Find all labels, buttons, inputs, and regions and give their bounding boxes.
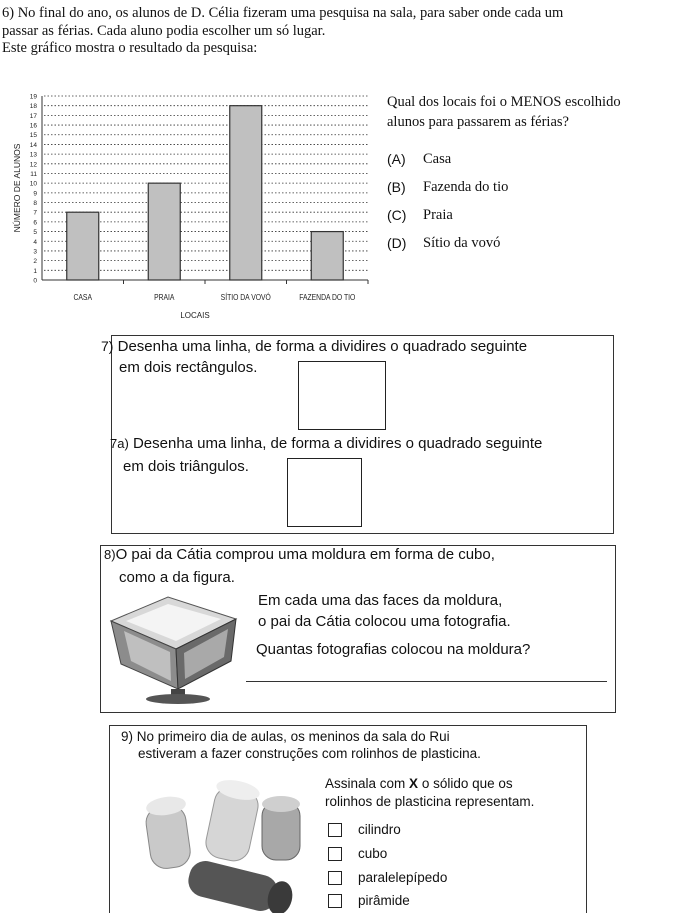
y-tick-label: 18 (29, 103, 37, 111)
q7a-text: Desenha uma linha, de forma a dividires o quadrado seguinte (132, 435, 543, 452)
bar-praia (148, 183, 180, 280)
option-text: Fazenda do tio (423, 179, 509, 195)
y-tick-label: 14 (29, 141, 37, 149)
x-tick-label: PRAIA (154, 292, 175, 303)
option-d[interactable] (387, 235, 501, 253)
option-text: Praia (423, 207, 453, 223)
y-tick-label: 17 (29, 112, 37, 120)
checkbox-cubo[interactable] (328, 847, 342, 861)
instr-text: o sólido que os (418, 776, 513, 791)
q8-line1 (104, 546, 495, 563)
cube-frame-image (106, 589, 241, 707)
q7-square[interactable] (298, 361, 386, 430)
q8-text: O pai da Cátia comprou uma moldura em forma de cubo, (115, 546, 495, 563)
option-letter: (D) (387, 235, 407, 251)
q7-number: 7) (101, 338, 114, 354)
instr-text: Assinala com (325, 776, 410, 791)
bar-chart (0, 80, 380, 325)
checkbox-piramide[interactable] (328, 894, 342, 908)
y-tick-label: 9 (33, 190, 37, 198)
q6-intro-line1: 6) No final do ano, os alunos de D. Célia fizeram uma pesquisa na sala, para saber onde cada um (2, 5, 564, 21)
q7-box (101, 335, 614, 534)
bar-fazenda-do-tio (311, 232, 343, 280)
y-tick-label: 4 (33, 238, 37, 246)
choice-label: paralelepípedo (358, 870, 448, 885)
q9-line1: 9) No primeiro dia de aulas, os meninos da sala do Rui (121, 729, 450, 744)
q9-box (109, 725, 587, 913)
q6-intro-line2: passar as férias. Cada aluno podia escolher um só lugar. (2, 23, 326, 39)
q7a-number: 7a) (110, 436, 129, 451)
option-c[interactable] (387, 207, 453, 225)
x-axis-title: LOCAIS (180, 311, 210, 320)
q9-instruction-line1 (325, 776, 513, 791)
q7-line2: em dois rectângulos. (119, 359, 258, 376)
q7a-line2: em dois triângulos. (123, 458, 249, 475)
checkbox-paralelepipedo[interactable] (328, 871, 342, 885)
q7-text: Desenha uma linha, de forma a dividires o quadrado seguinte (117, 338, 528, 355)
y-tick-label: 0 (33, 277, 37, 285)
option-a[interactable] (387, 151, 452, 169)
y-tick-label: 11 (30, 170, 37, 178)
bar-casa (67, 212, 99, 280)
y-tick-label: 2 (33, 258, 37, 266)
y-tick-label: 3 (33, 248, 37, 256)
y-tick-label: 19 (29, 93, 37, 101)
q8-text1: Em cada uma das faces da moldura, (258, 592, 503, 609)
q7a-line1 (110, 435, 542, 452)
checkbox-cilindro[interactable] (328, 823, 342, 837)
y-axis-title: NÚMERO DE ALUNOS (12, 143, 22, 233)
x-tick-label: CASA (73, 292, 92, 303)
q9-instruction-line2: rolinhos de plasticina representam. (325, 794, 535, 809)
y-tick-label: 10 (29, 180, 37, 188)
choice-label: cilindro (358, 822, 401, 837)
q6-intro-line3: Este gráfico mostra o resultado da pesquisa: (2, 40, 258, 56)
option-letter: (C) (387, 207, 407, 223)
q7a-square[interactable] (287, 458, 362, 527)
option-text: Sítio da vovó (423, 235, 501, 251)
y-tick-label: 12 (29, 161, 37, 169)
q9-line2: estiveram a fazer construções com rolinhos de plasticina. (138, 746, 481, 761)
y-tick-label: 16 (29, 122, 37, 130)
y-tick-label: 7 (33, 209, 37, 217)
q7-line1 (101, 338, 527, 355)
y-tick-label: 1 (33, 267, 37, 275)
choice-label: pirâmide (358, 893, 410, 908)
q6-question-line1: Qual dos locais foi o MENOS escolhido (387, 94, 621, 110)
bar-sítio-da-vovó (230, 106, 262, 280)
option-letter: (A) (387, 151, 406, 167)
q8-line2: como a da figura. (119, 569, 235, 586)
y-tick-label: 5 (33, 229, 37, 237)
option-letter: (B) (387, 179, 406, 195)
y-tick-label: 13 (29, 151, 37, 159)
q8-number: 8) (104, 547, 116, 562)
x-tick-label: FAZENDA DO TIO (299, 292, 356, 303)
option-text: Casa (423, 151, 452, 167)
q8-box (100, 545, 616, 713)
q8-text2: o pai da Cátia colocou uma fotografia. (258, 613, 511, 630)
y-tick-label: 8 (33, 200, 37, 208)
y-tick-label: 15 (29, 132, 37, 140)
choice-label: cubo (358, 846, 388, 861)
plasticine-rolls-image (130, 776, 320, 913)
q6-question-line2: alunos para passarem as férias? (387, 114, 569, 130)
y-tick-label: 6 (33, 219, 37, 227)
option-b[interactable] (387, 179, 509, 197)
q8-answer-line[interactable] (246, 681, 607, 682)
x-tick-label: SÍTIO DA VOVÓ (220, 292, 271, 303)
q8-question: Quantas fotografias colocou na moldura? (256, 641, 531, 658)
instr-x-mark: X (409, 776, 419, 791)
